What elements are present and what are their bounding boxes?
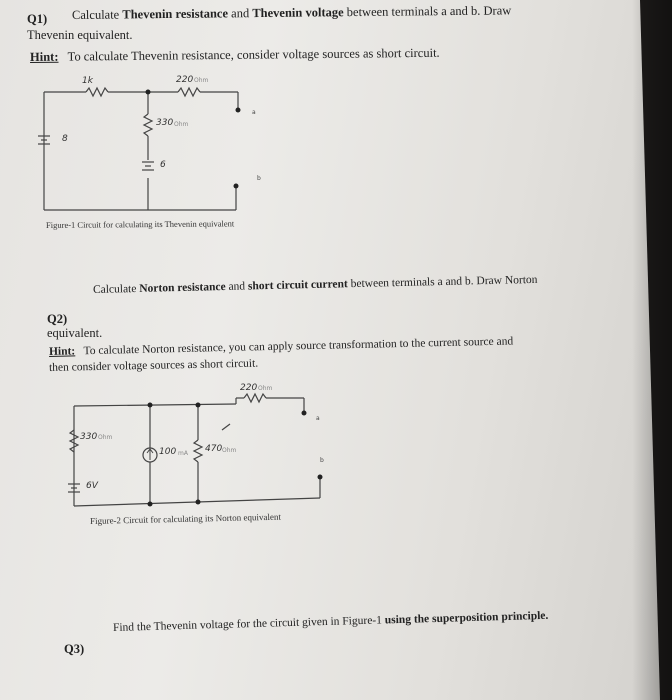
q2-line1: Calculate Norton resistance and short circuit current between terminals a and b. Draw Norton	[92, 273, 538, 296]
q1-number: Q1)	[27, 12, 48, 26]
fig1-r2-label: 220	[176, 75, 194, 85]
q2-hint-line1: Hint: To calculate Norton resistance, you can apply source transformation to the current source and	[48, 335, 514, 358]
q3-line: Find the Thevenin voltage for the circuit given in Figure-1 using the superposition principle.	[112, 609, 549, 634]
figure2-caption: Figure-2 Circuit for calculating its Norton equivalent	[89, 511, 282, 526]
fig2-terminal-a: a	[316, 415, 320, 422]
fig2-i1-unit: mA	[178, 450, 188, 457]
fig1-r1-label: 1k	[82, 76, 93, 86]
q2-number: Q2)	[47, 312, 68, 326]
q1-line1: Calculate Thevenin resistance and Thevenin voltage between terminals a and b. Draw	[71, 3, 512, 22]
q2-line2: equivalent.	[47, 326, 103, 340]
fig1-terminal-b: b	[257, 175, 261, 182]
fig2-r1-label: 220	[240, 383, 258, 393]
q2-hint-line2: then consider voltage sources as short circuit.	[48, 357, 259, 374]
fig2-r2-unit: Ohm	[98, 434, 113, 441]
fig1-v2-label: 6	[160, 160, 166, 170]
fig2-r2-label: 330	[80, 432, 98, 442]
q1-hint: Hint: To calculate Thevenin resistance, consider voltage sources as short circuit.	[29, 45, 440, 64]
fig1-terminal-a: a	[252, 109, 256, 116]
fig2-r1-unit: Ohm	[258, 385, 273, 392]
fig2-v1-label: 6V	[86, 481, 98, 491]
fig2-r3-label: 470	[205, 444, 223, 454]
fig2-r3-unit: Ohm	[222, 447, 237, 454]
fig1-r2-unit: Ohm	[194, 77, 209, 84]
fig2-terminal-b: b	[320, 457, 324, 464]
q3-number: Q3)	[64, 642, 85, 656]
fig1-v1-label: 8	[62, 134, 68, 144]
fig1-r3-label: 330	[156, 118, 174, 128]
fig1-r3-unit: Ohm	[174, 121, 189, 128]
fig2-i1-label: 100	[159, 447, 177, 457]
figure1-caption: Figure-1 Circuit for calculating its Thevenin equivalent	[45, 218, 235, 230]
q1-line2: Thevenin equivalent.	[27, 28, 133, 42]
